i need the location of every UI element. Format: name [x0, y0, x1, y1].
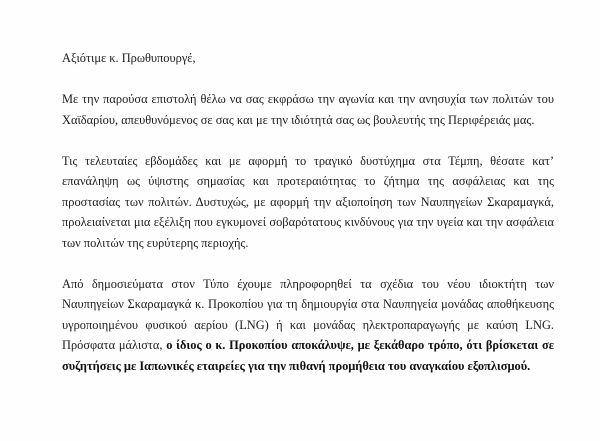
letter-body — [62, 48, 554, 397]
paragraph-3 — [62, 274, 554, 377]
paragraph-3-bold-text: ο ίδιος ο κ. Προκοπίου αποκάλυψε, με ξεκάθαρο τρόπο, ότι βρίσκεται σε συζητήσεις με Ιαπωνικές εταιρείες για την πιθανή προμήθεια του αναγκαίου εξοπλισμού. — [62, 338, 554, 373]
paragraph-2: Τις τελευταίες εβδομάδες και με αφορμή το τραγικό δυστύχημα στα Τέμπη, θέσατε κατ’ επανάληψη ως ύψιστης σημασίας και προτεραιότητας το ζήτημα της ασφάλειας και της προστασίας των πολιτών. Δυστυχώς, με αφορμή την αξιοποίηση των Ναυπηγείων Σκαραμαγκά, προλειαίνεται μια εξέλιξη που εγκυμονεί σοβαρότατους κινδύνους για την υγεία και την ασφάλεια των πολιτών της ευρύτερης περιοχής. — [62, 153, 554, 250]
paragraph-1: Με την παρούσα επιστολή θέλω να σας εκφράσω την αγωνία και την ανησυχία των πολιτών του Χαϊδαρίου, απευθυνόμενος σε σας και με την ιδιότητά σας ως βουλευτής της Περιφέρειάς μας. — [62, 92, 554, 127]
salutation: Αξιότιμε κ. Πρωθυπουργέ, — [62, 51, 196, 65]
paragraph-3-text: Από δημοσιεύματα στον Τύπο έχουμε πληροφορηθεί τα σχέδια του νέου ιδιοκτήτη των Ναυπηγείων Σκαραμαγκά κ. Προκοπίου για τη δημιουργία στα Ναυπηγεία μονάδας αποθήκευσης υγροποιημένου φυσικού αερίου (LNG) ή και μονάδας ηλεκτροπαραγωγής με καύση LNG. Πρόσφατα μάλιστα, — [62, 276, 554, 352]
